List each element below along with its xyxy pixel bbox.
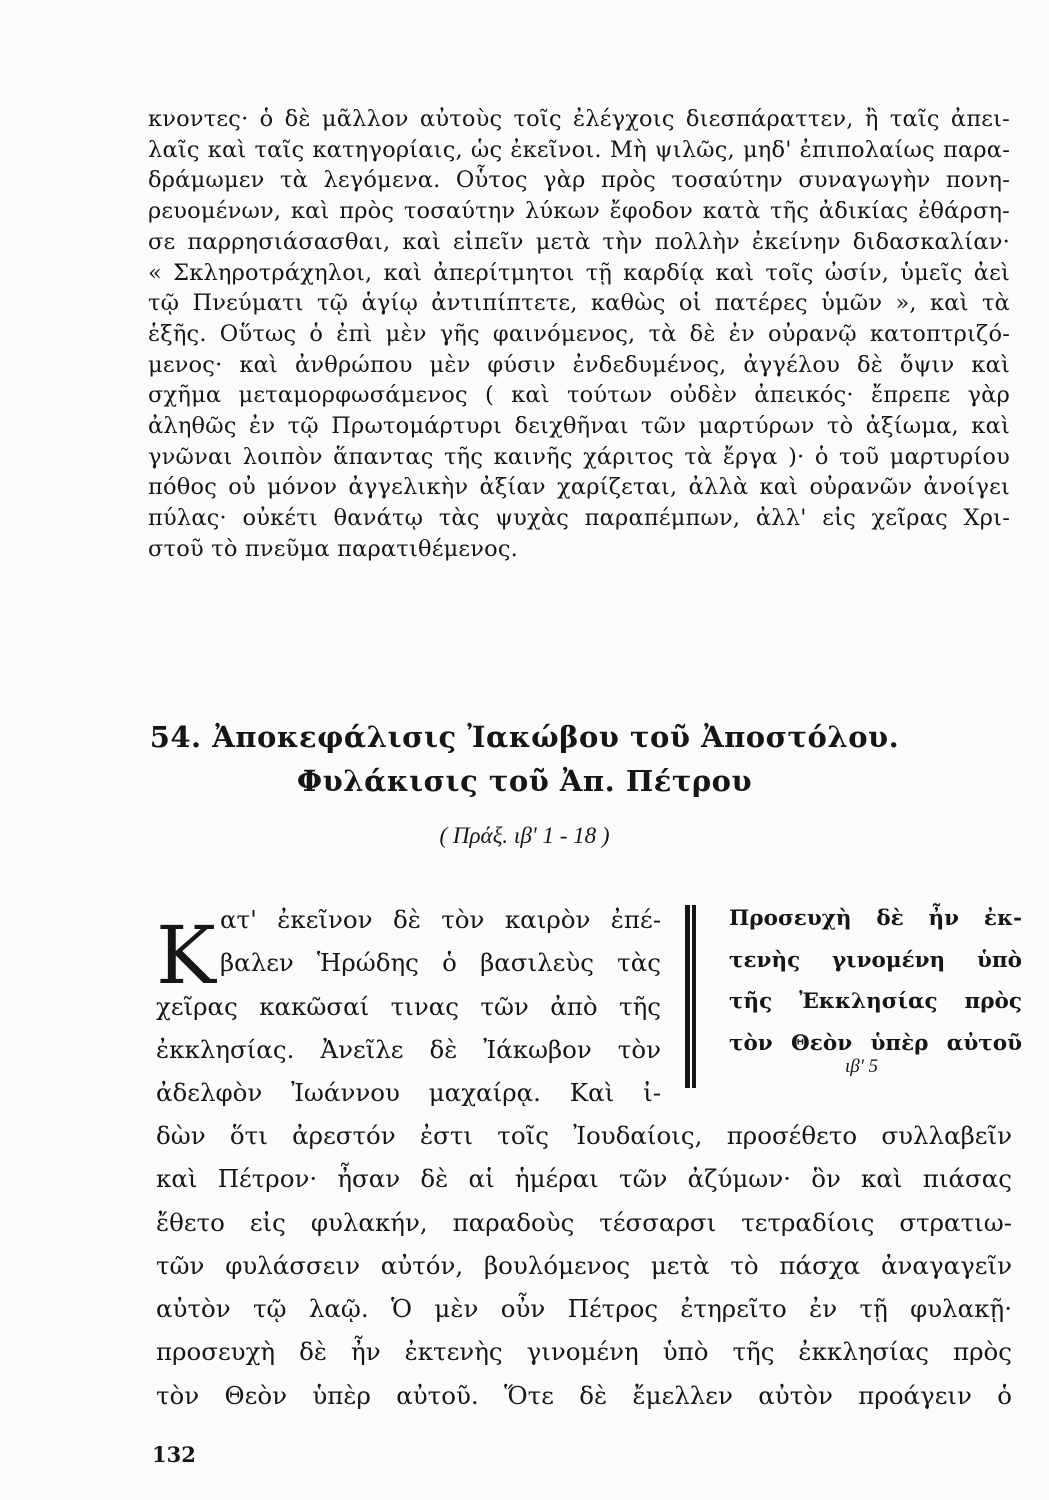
side-note-line: Προσευχὴ δὲ ἦν ἐκ-	[729, 906, 1022, 931]
page-number: 132	[152, 1442, 196, 1467]
text-line: πόθος οὐ μόνον ἀγγελικὴν ἀξίαν χαρίζεται, ἀλλὰ καὶ οὐρανῶν ἀνοίγει	[148, 474, 1010, 501]
text-line: πύλας· οὐκέτι θανάτῳ τὰς ψυχὰς παραπέμπων, ἀλλ' εἰς χεῖρας Χρι-	[148, 505, 1010, 532]
text-line: αὐτὸν τῷ λαῷ. Ὁ μὲν οὖν Πέτρος ἐτηρεῖτο ἐν τῇ φυλακῇ·	[156, 1294, 1012, 1324]
text-line: σχῆμα μεταμορφωσάμενος ( καὶ τούτων οὐδὲν ἀπεικός· ἔπρεπε γὰρ	[148, 382, 1010, 409]
text-line: σε παρρησιάσασθαι, καὶ εἰπεῖν μετὰ τὴν πολλὴν ἐκείνην διδασκαλίαν·	[148, 228, 1010, 255]
text-line: « Σκληροτράχηλοι, καὶ ἀπερίτμητοι τῇ καρδίᾳ καὶ τοῖς ὠσίν, ὑμεῖς ἀεὶ	[148, 259, 1010, 286]
text-line: ατ' ἐκεῖνον δὲ τὸν καιρὸν ἐπέ-	[220, 905, 661, 934]
side-note-line: τῆς Ἐκκλησίας πρὸς	[729, 989, 1022, 1014]
text-line: ἀληθῶς ἐν τῷ Πρωτομάρτυρι δειχθῆναι τῶν μαρτύρων τὸ ἀξίωμα, καὶ	[148, 413, 1010, 440]
section-title-line1: 54. Ἀποκεφάλισις Ἰακώβου τοῦ Ἀποστόλου.	[149, 720, 900, 754]
continued-column	[156, 1114, 1012, 1417]
text-line: καὶ Πέτρον· ἦσαν δὲ αἱ ἡμέραι τῶν ἀζύμων· ὃν καὶ πιάσας	[156, 1164, 1012, 1194]
text-line: λαῖς καὶ ταῖς κατηγορίαις, ὡς ἐκεῖνοι. Μὴ ψιλῶς, μηδ' ἐπιπολαίως παρα-	[148, 136, 1010, 163]
text-line: δὼν ὅτι ἀρεστόν ἐστι τοῖς Ἰουδαίοις, προσέθετο συλλαβεῖν	[156, 1121, 1012, 1150]
text-line: τῷ Πνεύματι τῷ ἁγίῳ ἀντιπίπτετε, καθὼς οἱ πατέρες ὑμῶν », καὶ τὰ	[148, 290, 1010, 317]
text-line: στοῦ τὸ πνεῦμα παρατιθέμενος.	[148, 535, 519, 562]
text-line: προσευχὴ δὲ ἦν ἐκτενὴς γινομένη ὑπὸ τῆς ἐκκλησίας πρὸς	[156, 1337, 1012, 1367]
text-line: μενος· καὶ ἀνθρώπου μὲν φύσιν ἐνδεδυμένος, ἀγγέλου δὲ ὄψιν καὶ	[148, 351, 1010, 378]
continued-paragraph	[148, 104, 1010, 565]
side-note-reference: ιβ' 5	[845, 1056, 879, 1077]
text-line: δράμωμεν τὰ λεγόμενα. Οὗτος γὰρ πρὸς τοσαύτην συναγωγὴν πονη-	[148, 167, 1010, 194]
drop-cap: Κ	[156, 909, 216, 1002]
text-line: χεῖρας κακῶσαί τινας τῶν ἀπὸ τῆς	[156, 991, 661, 1021]
text-line: κνοντες· ὁ δὲ μᾶλλον αὐτοὺς τοῖς ἐλέγχοις διεσπάραττεν, ἢ ταῖς ἀπει-	[148, 106, 1010, 132]
text-line: τὸν Θεὸν ὑπὲρ αὐτοῦ. Ὅτε δὲ ἔμελλεν αὐτὸν προάγειν ὁ	[156, 1380, 1012, 1410]
text-line: ρευομένων, καὶ πρὸς τοσαύτην λύκων ἔφοδον κατὰ τῆς ἀδικίας ἐθάρση-	[148, 198, 1010, 225]
side-note-line: τενὴς γινομένη ὑπὸ	[729, 947, 1022, 973]
text-line: γνῶναι λοιπὸν ἅπαντας τῆς καινῆς χάριτος τὰ ἔργα )· ὁ τοῦ μαρτυρίου	[148, 443, 1010, 470]
side-note	[729, 898, 1022, 1064]
text-line: ἀδελφὸν Ἰωάννου μαχαίρᾳ. Καὶ ἰ-	[156, 1078, 661, 1108]
text-line: βαλεν Ἡρώδης ὁ βασιλεὺς τὰς	[220, 948, 661, 978]
main-column	[156, 898, 661, 1114]
text-line: ἔθετο εἰς φυλακήν, παραδοὺς τέσσαρσι τετραδίοις στρατιω-	[156, 1207, 1012, 1237]
side-note-line: τὸν Θεὸν ὑπὲρ αὐτοῦ	[729, 1030, 1022, 1056]
text-line: τῶν φυλάσσειν αὐτόν, βουλόμενος μετὰ τὸ πάσχα ἀναγαγεῖν	[156, 1250, 1012, 1280]
scripture-reference: ( Πράξ. ιβ' 1 - 18 )	[439, 823, 610, 848]
column-divider	[685, 905, 692, 1088]
section-title-line2: Φυλάκισις τοῦ Ἀπ. Πέτρου	[296, 764, 753, 798]
text-line: ἑξῆς. Οὕτως ὁ ἐπὶ μὲν γῆς φαινόμενος, τὰ δὲ ἐν οὐρανῷ κατοπτριζό-	[148, 320, 1010, 347]
text-line: ἐκκλησίας. Ἀνεῖλε δὲ Ἰάκωβον τὸν	[156, 1034, 661, 1064]
